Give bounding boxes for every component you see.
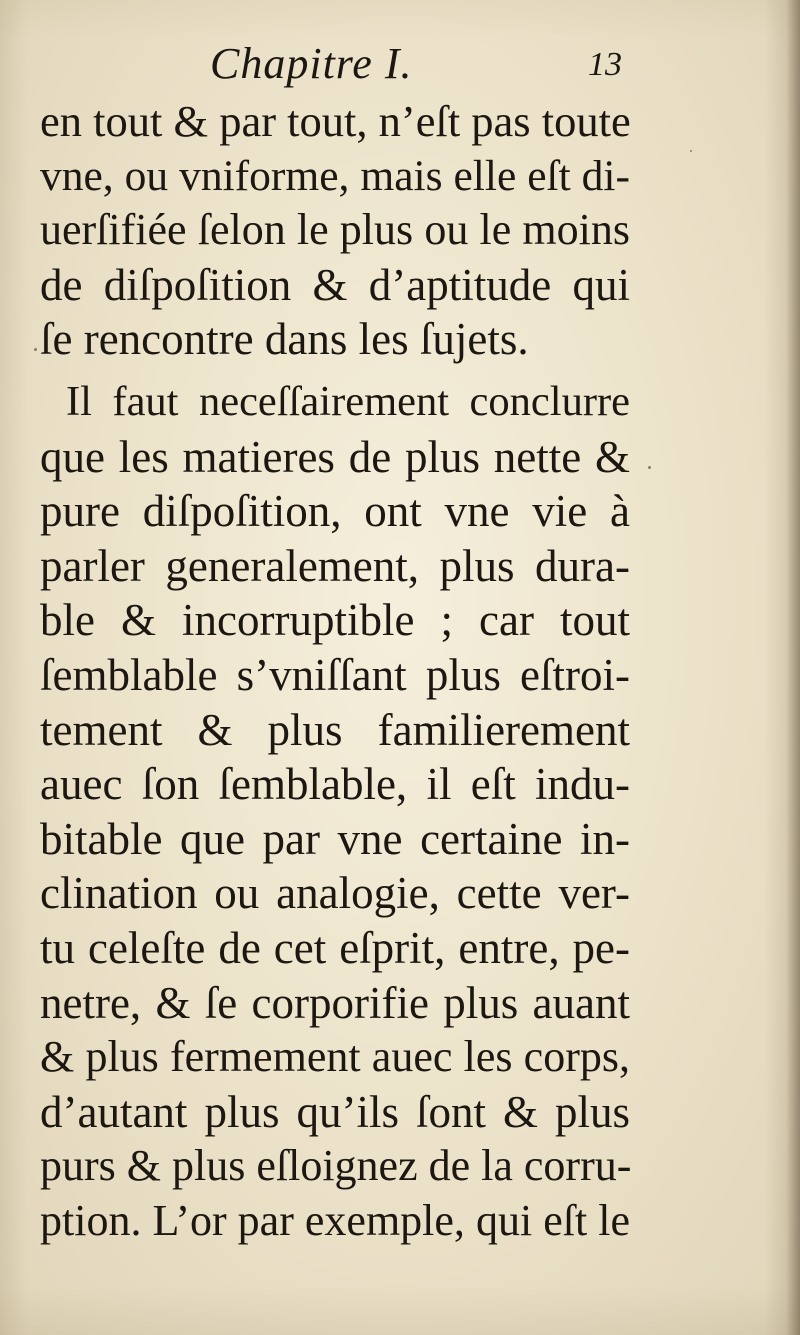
text-line: & plus fermement auec les corps, [40,1032,630,1082]
text-line: tement & plus familierement [40,704,630,755]
paper-speck [690,150,692,152]
text-line: uerſifiée ſelon le plus ou le moins [40,205,630,255]
page-header [0,32,800,92]
text-line: ble & incorruptible ; car tout [40,595,630,646]
running-title: Chapitre I. [210,39,413,88]
text-line: pure diſpoſition, ont vne vie à [40,486,630,537]
paragraph-break [40,367,630,375]
paper-speck [648,466,651,469]
text-line: auec ſon ſemblable, il eſt indu- [40,759,630,810]
body-text [40,94,630,1248]
text-line: ſemblable s’vniſſant plus eſtroi- [40,649,630,700]
page-number: 13 [588,46,622,83]
text-line: ſe rencontre dans les ſujets. [40,314,529,365]
text-line: tu celeſte de cet eſprit, entre, pe- [40,922,630,973]
text-line: de diſpoſition & d’aptitude qui [40,259,630,310]
paper-speck [34,348,37,351]
text-line: netre, & ſe corporifie plus auant [40,977,630,1028]
text-line: clination ou analogie, cette ver- [40,868,630,919]
text-line: ption. L’or par exemple, qui eſt le [40,1195,630,1245]
text-line: parler generalement, plus dura- [40,540,630,591]
text-line: Il faut neceſſairement conclurre [66,377,630,425]
page-edge-shadow [786,0,800,1335]
text-line: purs & plus eſloignez de la corru- [40,1141,632,1191]
text-line: d’autant plus qu’ils ſont & plus [40,1086,630,1137]
text-line: vne, ou vniforme, mais elle eſt di- [40,151,630,200]
text-line: bitable que par vne certaine in- [40,813,630,864]
text-line: que les matieres de plus nette & [40,431,630,482]
text-line: en tout & par tout, n’eſt pas toute [40,96,631,146]
